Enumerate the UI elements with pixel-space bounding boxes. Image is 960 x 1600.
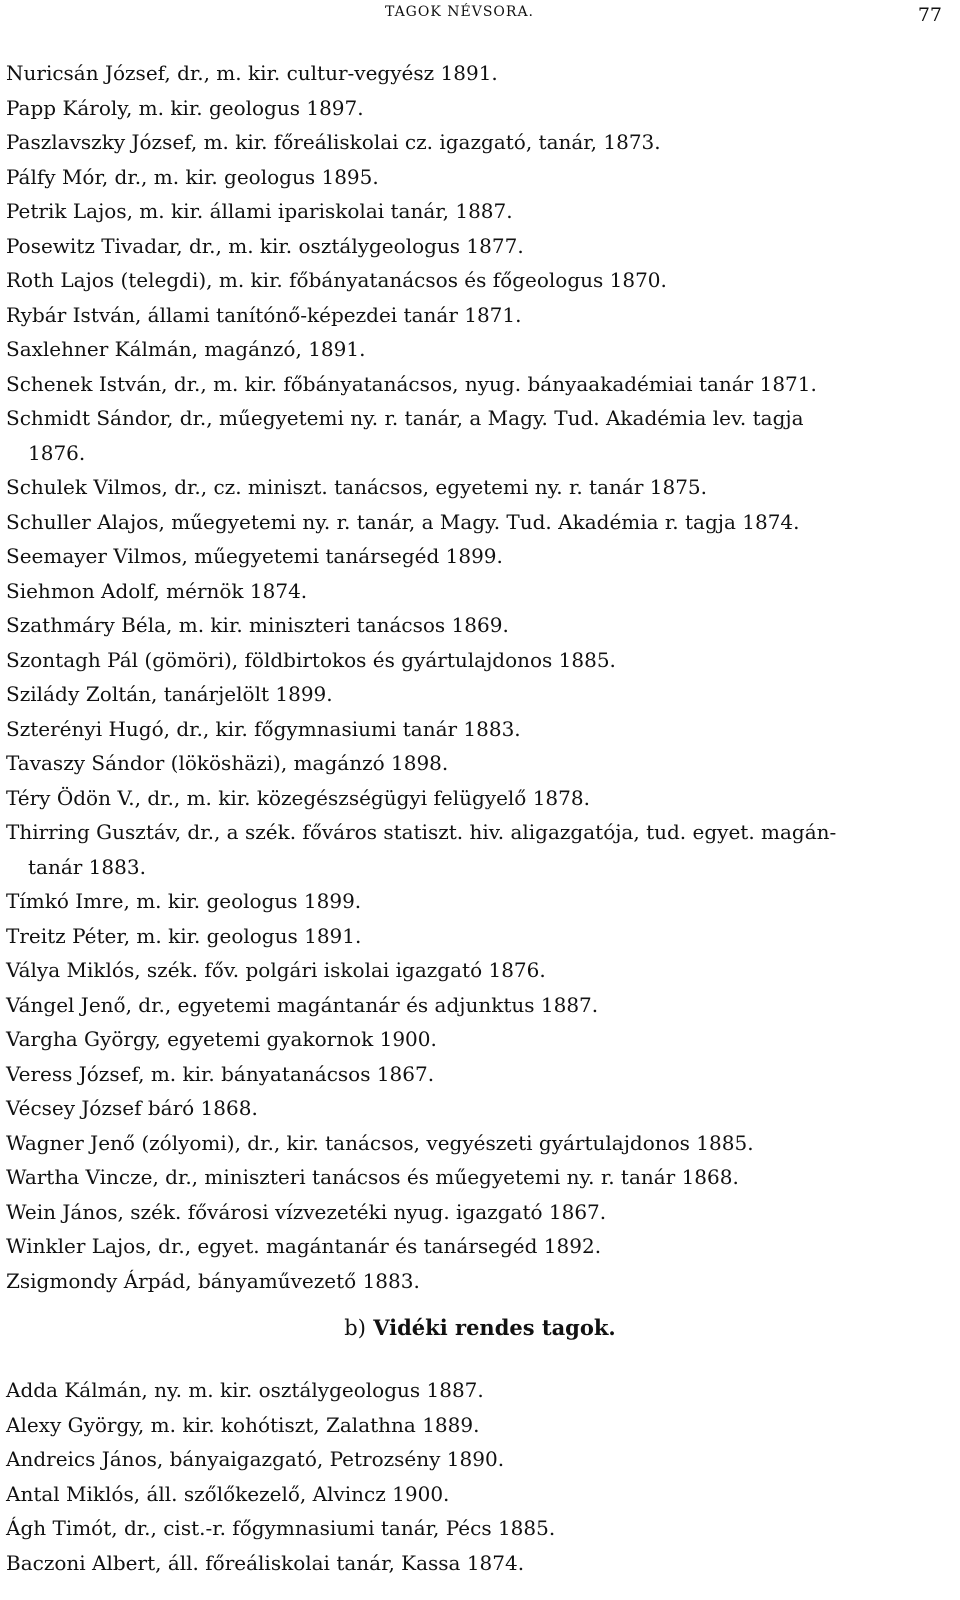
member-entry bbox=[6, 643, 936, 678]
member-entry-text: Ágh Timót, dr., cist.-r. főgymnasiumi tanár, Pécs 1885. bbox=[6, 1516, 556, 1540]
section-title: Vidéki rendes tagok. bbox=[373, 1315, 616, 1340]
member-entry bbox=[6, 815, 936, 884]
member-entry bbox=[6, 988, 936, 1023]
member-entry bbox=[6, 229, 936, 264]
member-list-provincial bbox=[6, 1373, 936, 1580]
member-entry-text: Téry Ödön V., dr., m. kir. közegészségügyi felügyelő 1878. bbox=[6, 785, 590, 810]
member-entry bbox=[6, 125, 936, 160]
member-entry-text: Siehmon Adolf, mérnök 1874. bbox=[6, 578, 308, 603]
member-entry-text: Baczoni Albert, áll. főreáliskolai tanár, Kassa 1874. bbox=[6, 1550, 525, 1575]
member-entry bbox=[6, 194, 936, 229]
member-entry bbox=[6, 56, 936, 91]
section-letter: b) bbox=[344, 1316, 366, 1340]
member-entry-text: Posewitz Tivadar, dr., m. kir. osztálygeologus 1877. bbox=[6, 233, 524, 258]
member-entry-text: Winkler Lajos, dr., egyet. magántanár és tanársegéd 1892. bbox=[6, 1234, 602, 1258]
member-entry bbox=[6, 1408, 936, 1443]
member-entry-text: Schmidt Sándor, dr., műegyetemi ny. r. tanár, a Magy. Tud. Akadémia lev. tagja bbox=[6, 406, 804, 430]
member-entry bbox=[6, 1057, 936, 1092]
member-entry-text: Szathmáry Béla, m. kir. miniszteri tanácsos 1869. bbox=[6, 613, 509, 637]
member-entry bbox=[6, 712, 936, 747]
member-entry-text: Paszlavszky József, m. kir. főreáliskolai cz. igazgató, tanár, 1873. bbox=[6, 130, 661, 154]
member-entry-text: Rybár István, állami tanítónő-képezdei tanár 1871. bbox=[6, 302, 522, 327]
member-entry bbox=[6, 1373, 936, 1408]
member-entry-text: Wein János, szék. fővárosi vízvezetéki nyug. igazgató 1867. bbox=[6, 1199, 607, 1224]
member-entry-text: Roth Lajos (telegdi), m. kir. főbányatanácsos és főgeologus 1870. bbox=[6, 268, 667, 292]
member-entry bbox=[6, 470, 936, 505]
member-entry-text: Veress József, m. kir. bányatanácsos 1867. bbox=[6, 1061, 435, 1086]
member-entry-text: Wartha Vincze, dr., miniszteri tanácsos és műegyetemi ny. r. tanár 1868. bbox=[6, 1165, 739, 1189]
member-entry bbox=[6, 1022, 936, 1057]
member-entry bbox=[6, 1264, 936, 1299]
member-entry-text: Treitz Péter, m. kir. geologus 1891. bbox=[6, 923, 362, 948]
member-entry-text: Vángel Jenő, dr., egyetemi magántanár és adjunktus 1887. bbox=[6, 992, 599, 1017]
member-entry-text: Vályа Miklós, szék. főv. polgári iskolai igazgató 1876. bbox=[6, 958, 546, 982]
member-entry-text: Papp Károly, m. kir. geologus 1897. bbox=[6, 95, 364, 120]
member-entry bbox=[6, 1511, 936, 1546]
member-entry bbox=[6, 298, 936, 333]
member-entry-text: Vargha György, egyetemi gyakornok 1900. bbox=[6, 1027, 437, 1051]
member-entry-text: Sziládу Zoltán, tanárjelölt 1899. bbox=[6, 682, 333, 706]
member-entry bbox=[6, 401, 936, 470]
member-entry bbox=[6, 1477, 936, 1512]
member-entry bbox=[6, 1442, 936, 1477]
member-entry-text: Andreics János, bányaigazgató, Petrozsény 1890. bbox=[6, 1447, 505, 1471]
member-entry bbox=[6, 884, 936, 919]
member-entry-continuation: tanár 1883. bbox=[28, 854, 146, 879]
member-entry bbox=[6, 332, 936, 367]
running-title: TAGOK NÉVSORA. bbox=[385, 4, 535, 20]
member-entry-text: Petrik Lajos, m. kir. állami ipariskolai tanár, 1887. bbox=[6, 199, 513, 223]
member-entry-text: Saxlehner Kálmán, magánzó, 1891. bbox=[6, 337, 366, 361]
member-entry bbox=[6, 539, 936, 574]
member-entry bbox=[6, 263, 936, 298]
member-entry-text: Tavaszy Sándor (lököshäzi), magánzó 1898. bbox=[6, 751, 449, 775]
member-entry-text: Wagner Jenő (zólyomi), dr., kir. tanácsos, vegyészeti gyártulajdonos 1885. bbox=[6, 1130, 754, 1155]
member-entry bbox=[6, 160, 936, 195]
member-entry-text: Alexy György, m. kir. kohótiszt, Zalathna 1889. bbox=[6, 1412, 480, 1437]
member-entry bbox=[6, 953, 936, 988]
member-entry-text: Thirring Gusztáv, dr., a szék. főváros statiszt. hiv. aligazgatója, tud. egyet. magán- bbox=[6, 820, 837, 844]
member-entry bbox=[6, 1091, 936, 1126]
member-entry bbox=[6, 608, 936, 643]
member-entry-text: Szontagh Pál (gömöri), földbirtokos és gyártulajdonos 1885. bbox=[6, 647, 616, 672]
member-entry bbox=[6, 1195, 936, 1230]
member-entry bbox=[6, 505, 936, 540]
member-entry bbox=[6, 1229, 936, 1264]
member-list-budapest bbox=[6, 56, 936, 1298]
member-entry bbox=[6, 91, 936, 126]
member-entry-text: Seemayer Vilmos, műegyetemi tanársegéd 1899. bbox=[6, 544, 503, 568]
member-entry-text: Schenek István, dr., m. kir. főbányatanácsos, nyug. bányaakadémiai tanár 1871. bbox=[6, 371, 817, 396]
section-heading bbox=[0, 1315, 960, 1340]
member-entry-text: Szterényi Hugó, dr., kir. főgymnasiumi tanár 1883. bbox=[6, 716, 521, 741]
member-entry-text: Schulek Vilmos, dr., cz. miniszt. tanácsos, egyetemi ny. r. tanár 1875. bbox=[6, 475, 707, 499]
member-entry bbox=[6, 1160, 936, 1195]
member-entry bbox=[6, 574, 936, 609]
member-entry-text: Adda Kálmán, ny. m. kir. osztálygeologus 1887. bbox=[6, 1378, 484, 1402]
member-entry bbox=[6, 677, 936, 712]
member-entry bbox=[6, 1546, 936, 1581]
page-number: 77 bbox=[917, 4, 942, 26]
member-entry bbox=[6, 367, 936, 402]
member-entry bbox=[6, 1126, 936, 1161]
member-entry-text: Antal Miklós, áll. szőlőkezelő, Alvincz 1900. bbox=[6, 1481, 450, 1506]
member-entry-text: Tímkó Imre, m. kir. geologus 1899. bbox=[6, 889, 362, 913]
member-entry-continuation: 1876. bbox=[28, 440, 86, 465]
member-entry-text: Pálfy Mór, dr., m. kir. geologus 1895. bbox=[6, 164, 379, 189]
member-entry-text: Zsigmondy Árpád, bányaművezető 1883. bbox=[6, 1268, 420, 1293]
member-entry bbox=[6, 781, 936, 816]
member-entry-text: Vécsey József báró 1868. bbox=[6, 1096, 258, 1120]
member-entry bbox=[6, 746, 936, 781]
member-entry bbox=[6, 919, 936, 954]
running-header bbox=[0, 4, 960, 28]
member-entry-text: Nuricsán József, dr., m. kir. cultur-vegyész 1891. bbox=[6, 61, 498, 85]
member-entry-text: Schuller Alajos, műegyetemi ny. r. tanár, a Magy. Tud. Akadémia r. tagja 1874. bbox=[6, 509, 800, 534]
